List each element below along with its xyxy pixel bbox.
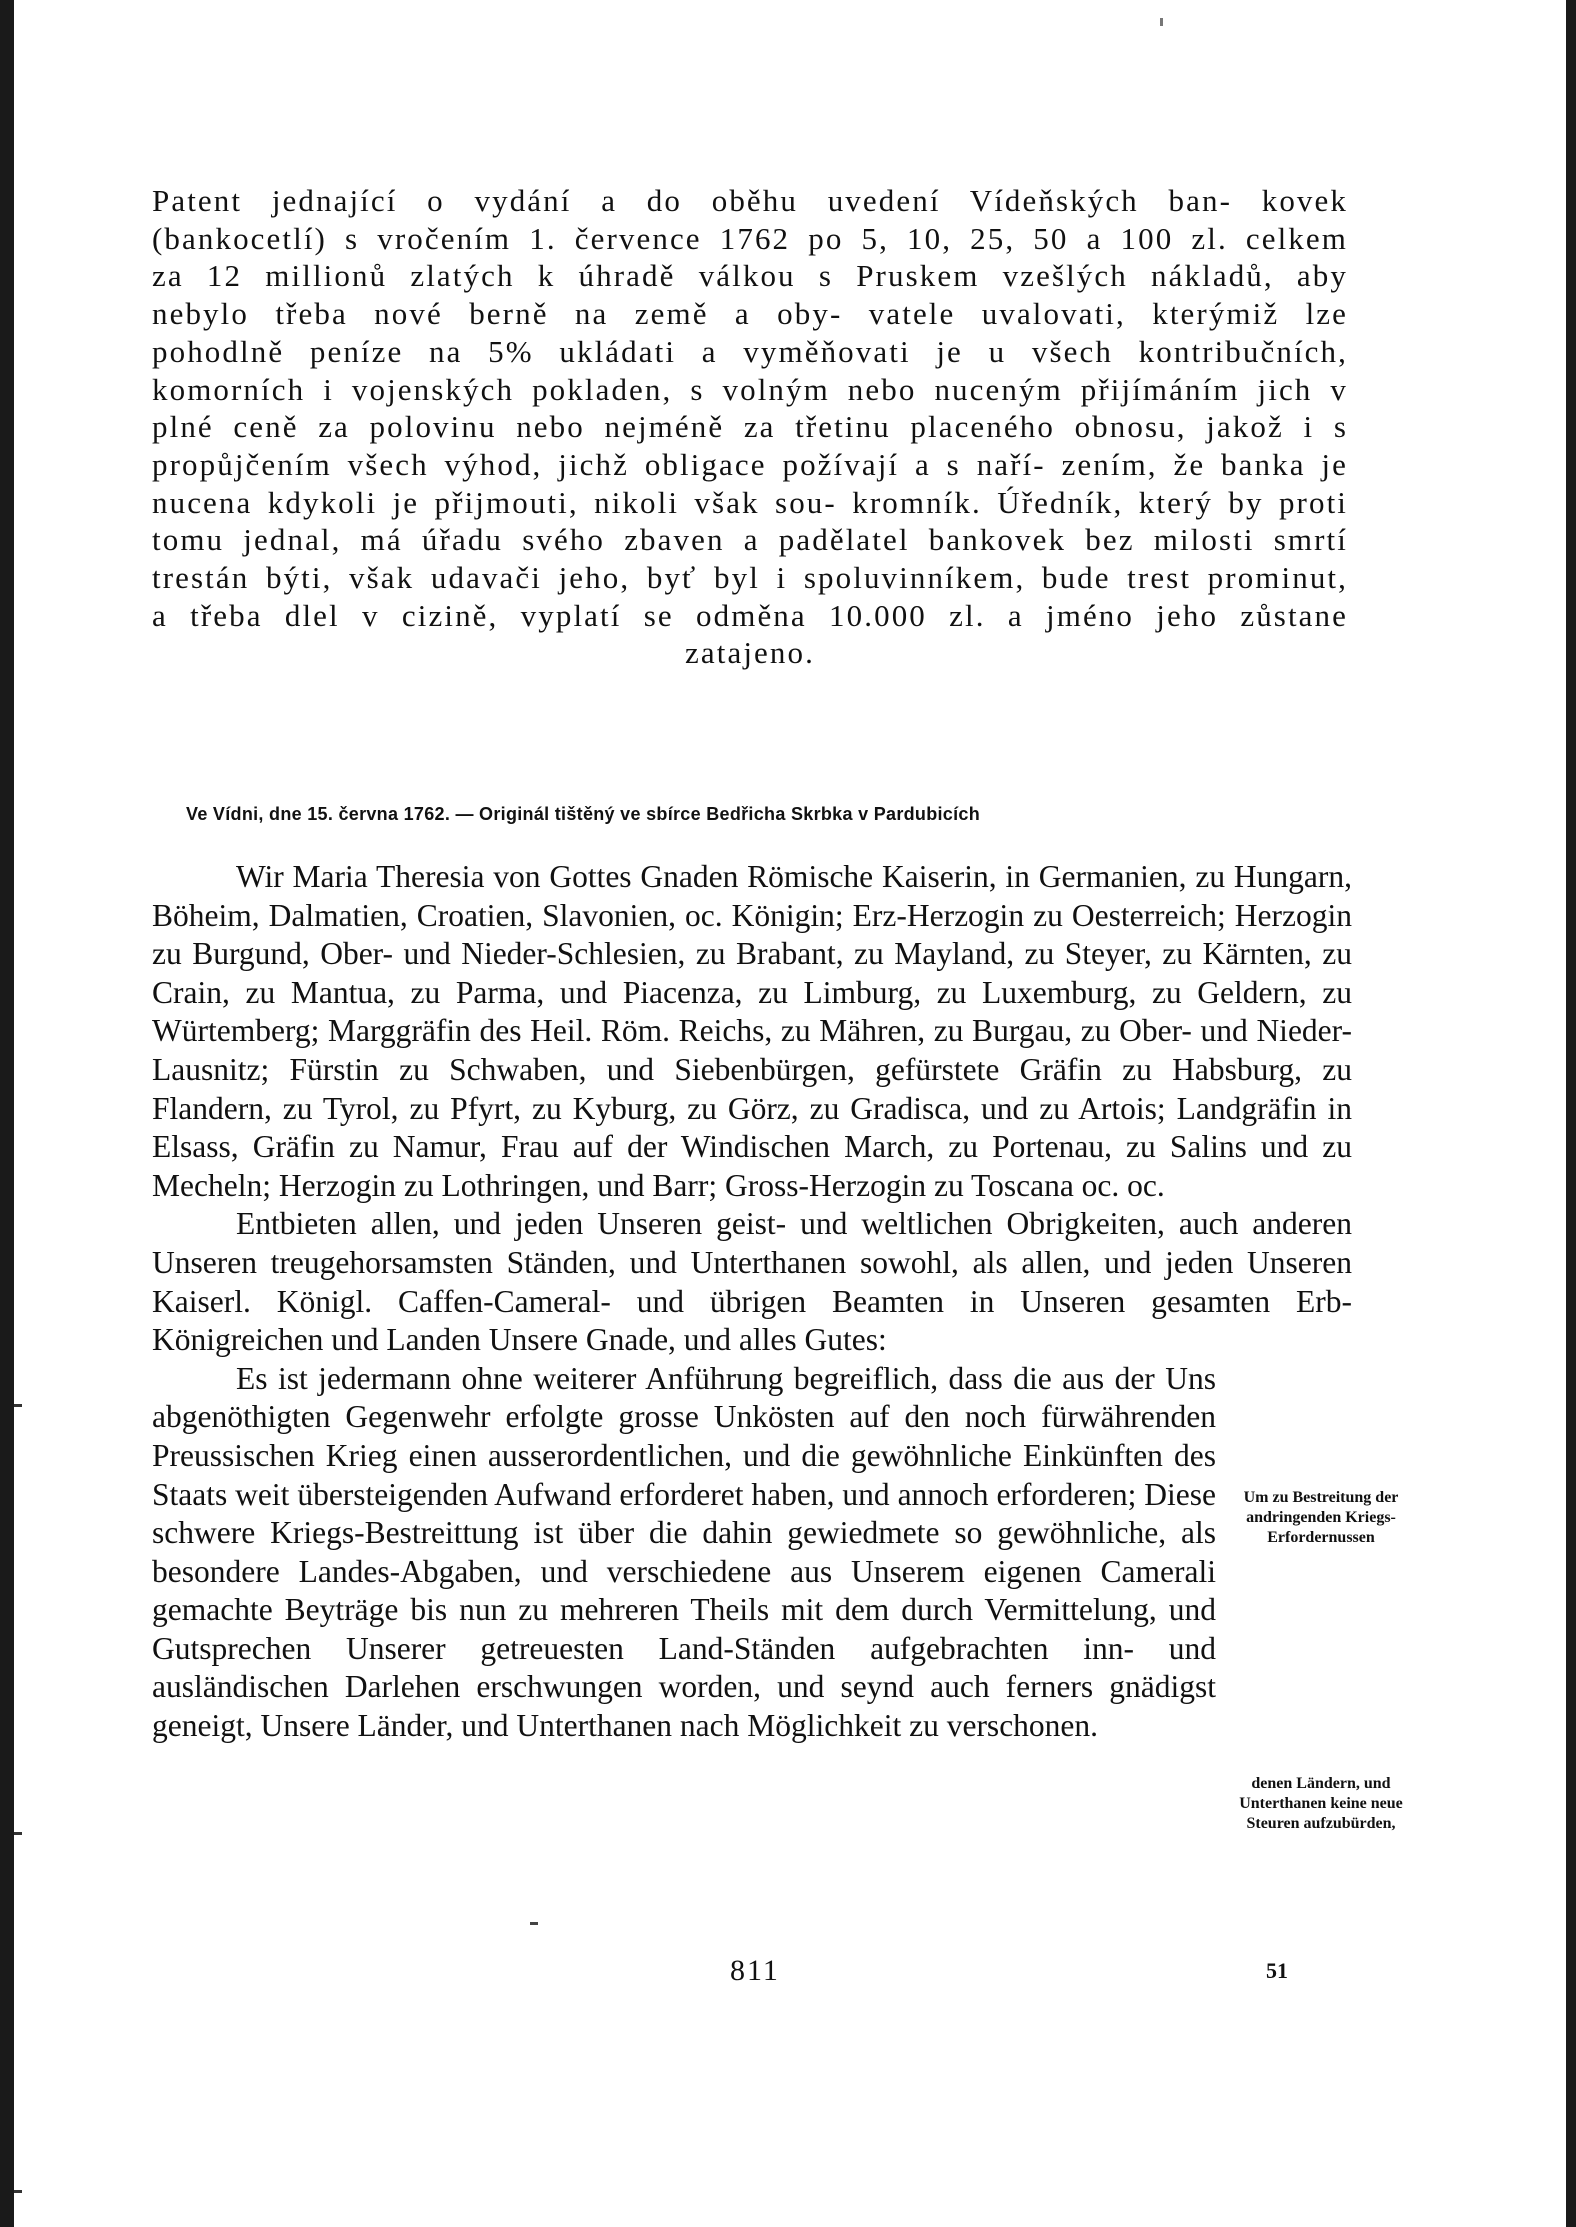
czech-line: pokladen, s volným nebo nuceným přijímáním jich v plné ceně: [152, 371, 1348, 445]
decree-body: Es ist jedermann ohne weiterer Anführung begreiflich, dass die aus der Uns abgenöthigten Gegenwehr erfolgte grosse Unkösten auf den noch fürwährenden Preussischen Krieg einen ausserordentlichen, und die gewöhnliche Einkünften des Staats weit übersteigenden Aufwand erforderet haben, und annoch erforderen; Diese schwere Kriegs-Bestreittung ist über die dahin gewiedmete so gewöhnliche, als besondere Landes-Abgaben, und verschiedene aus Unserem eigenen Camerali gemachte Beyträge bis nun zu mehreren Theils mit dem durch Vermittelung, und Gutsprechen Unserer getreuesten Land-Ständen aufgebrachten inn- und ausländischen Darlehen erschwungen worden, und seynd auch ferners gnädigst geneigt, Unsere Länder, und Unterthanen nach Möglichkeit zu verschonen.: [152, 1360, 1216, 1744]
czech-line: kovek (bankocetlí) s vročením 1. července 1762 po 5, 10, 25, 50: [152, 183, 1348, 256]
czech-line: za polovinu nebo nejméně za třetinu placeného obnosu, jakož: [318, 409, 1304, 445]
scan-mark: [14, 2190, 22, 2193]
scan-mark: [14, 1404, 22, 1407]
sheet-number: 51: [1266, 1958, 1288, 1983]
decree-greeting: Entbieten allen, und jeden Unseren geist- und weltlichen Obrigkeiten, auch anderen Unseren treugehorsamsten Ständen, und Unterthanen sowohl, als allen, und jeden Unseren Kaiserl. Königl. Caffen-Cameral- und übrigen Beamten in Unseren gesamten Erb-Königreichen und Landen Unsere Gnade, und alles Gutes:: [152, 1206, 1352, 1358]
german-decree: [152, 858, 1352, 1746]
czech-line: zbaven a padělatel bankovek bez milosti smrtí trestán býti, však: [152, 522, 1348, 596]
source-citation: Ve Vídni, dne 15. června 1762. — Originál tištěný ve sbírce Bedřicha Skrbka v Pardubicích: [186, 804, 981, 824]
czech-line: a vyměňovati je u všech kontribučních, komorních i vojenských: [152, 333, 1348, 407]
czech-line: i s propůjčením všech výhod, jichž obligace požívají a s naří-: [152, 409, 1348, 482]
czech-line: kromník. Úředník, který by proti tomu jednal, má úřadu svého: [152, 484, 1348, 558]
scan-border-left: [0, 0, 14, 2227]
czech-line: udavači jeho, byť byl i spoluvinníkem, bude trest prominut,: [430, 560, 1348, 596]
czech-line: vzešlých nákladů, aby nebylo třeba nové berně na země a oby-: [152, 258, 1348, 332]
czech-line: zůstane zatajeno.: [685, 597, 1348, 671]
czech-summary-text: [152, 182, 1348, 672]
czech-summary: [152, 182, 1348, 672]
czech-line: a 100 zl. celkem za 12 millionů zlatých k úhradě válkou s Pruskem: [152, 220, 1348, 294]
scan-speck: [530, 1922, 538, 1925]
scan-mark: [14, 1832, 22, 1835]
czech-line: vatele uvalovati, kterýmiž lze pohodlně peníze na 5% ukládati: [152, 296, 1349, 369]
czech-line: zením, že banka je nucena kdykoli je přijmouti, nikoli však sou-: [152, 446, 1348, 520]
scan-speck: [1160, 18, 1163, 26]
czech-line: Patent jednající o vydání a do oběhu uvedení Vídeňských ban-: [152, 183, 1262, 218]
page-number: 811: [730, 1954, 780, 1987]
margin-note-top: Um zu Bestreitung der andringenden Kriegs-Erfordernussen: [1243, 1489, 1399, 1546]
czech-line: a třeba dlel v cizině, vyplatí se odměna 10.000 zl. a jméno jeho: [152, 597, 1241, 633]
scan-border-right: [1566, 0, 1576, 2227]
margin-note-bottom: denen Ländern, und Unterthanen keine neue Steuren aufzubürden,: [1239, 1775, 1403, 1832]
decree-titles: Wir Maria Theresia von Gottes Gnaden Römische Kaiserin, in Germanien, zu Hungarn, Böheim, Dalmatien, Croatien, Slavonien, oc. Königin; Erz-Herzogin zu Oesterreich; Herzogin zu Burgund, Ober- und Nieder-Schlesien, zu Brabant, zu Mayland, zu Steyer, zu Kärnten, zu Crain, zu Mantua, zu Parma, und Piacenza, zu Limburg, zu Luxemburg, zu Geldern, zu Würtemberg; Marggräfin des Heil. Röm. Reichs, zu Mähren, zu Burgau, zu Ober- und Nieder-Lausnitz; Fürstin zu Schwaben, und Siebenbürgen, gefürstete Gräfin zu Habsburg, zu Flandern, zu Tyrol, zu Pfyrt, zu Kyburg, zu Görz, zu Gradisca, und zu Artois; Landgräfin in Elsass, Gräfin zu Namur, Frau auf der Windischen March, zu Portenau, zu Salins und zu Mecheln; Herzogin zu Lothringen, und Barr; Gross-Herzogin zu Toscana oc. oc.: [152, 859, 1352, 1203]
